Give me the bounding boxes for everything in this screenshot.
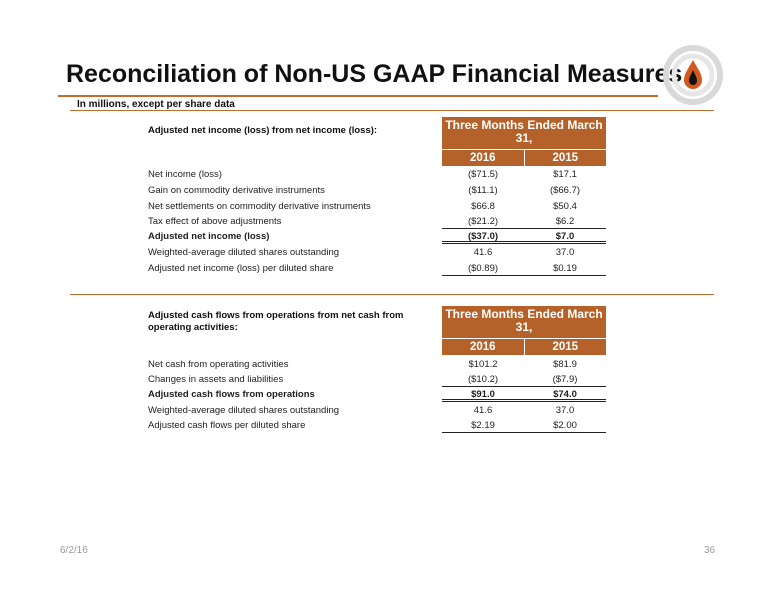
table-row [148, 387, 606, 402]
section2-label [148, 310, 403, 334]
value-2015: $6.2 [524, 214, 606, 229]
table-row [148, 418, 606, 433]
table-row [148, 199, 606, 214]
row-label: Net cash from operating activities [148, 359, 289, 370]
row-label: Adjusted cash flows per diluted share [148, 420, 306, 431]
table-row [148, 357, 606, 372]
value-2015: ($7.9) [524, 372, 606, 387]
section1-label: Adjusted net income (loss) from net income (loss): [148, 125, 378, 136]
section2-label-line1: Adjusted cash flows from operations from net cash from [148, 310, 404, 321]
value-2015: $50.4 [553, 201, 577, 212]
section2-year-2016: 2016 [442, 339, 525, 355]
value-2016: ($21.2) [442, 214, 524, 229]
value-2016: $91.0 [442, 387, 524, 402]
value-2016: ($0.89) [442, 261, 524, 276]
row-label: Gain on commodity derivative instruments [148, 185, 325, 196]
title-divider [58, 95, 658, 97]
value-2016: $66.8 [471, 201, 495, 212]
value-2015: 37.0 [555, 405, 575, 416]
table-row [148, 183, 606, 198]
table-row [148, 403, 606, 418]
section2-period-label: Three Months Ended March 31, [445, 307, 603, 334]
table-row [148, 214, 606, 229]
value-2015: $7.0 [524, 229, 606, 244]
table-row [148, 229, 606, 244]
table-row [148, 167, 606, 182]
section1-column-header [442, 117, 606, 166]
page-title: Reconciliation of Non-US GAAP Financial Measures [66, 60, 683, 88]
table-row [148, 245, 606, 260]
value-2016: 41.6 [473, 405, 493, 416]
row-label: Weighted-average diluted shares outstanding [148, 247, 340, 258]
section2-year-2015: 2015 [552, 341, 579, 353]
table-row [148, 372, 606, 387]
footer-date: 6/2/16 [60, 545, 88, 556]
section2-column-header [442, 306, 606, 355]
value-2016: ($11.1) [468, 185, 498, 196]
page-number: 36 [704, 545, 716, 556]
row-label: Net income (loss) [148, 169, 222, 180]
value-2015: $2.00 [524, 418, 606, 433]
value-2015: $17.1 [553, 169, 577, 180]
row-label: Adjusted net income (loss) per diluted share [148, 263, 334, 274]
value-2015: $0.19 [524, 261, 606, 276]
value-2016: ($71.5) [467, 169, 499, 180]
table-row [148, 261, 606, 276]
value-2016: 41.6 [473, 247, 493, 258]
row-label: Adjusted cash flows from operations [148, 389, 315, 400]
value-2015: $74.0 [524, 387, 606, 402]
section-divider [70, 294, 714, 295]
section1-period-label: Three Months Ended March 31, [445, 118, 603, 145]
section1-year-2016: 2016 [442, 150, 525, 166]
value-2016: ($10.2) [442, 372, 524, 387]
section1-year-2015: 2015 [552, 152, 579, 164]
row-label: Adjusted net income (loss) [148, 231, 270, 242]
page-subtitle: In millions, except per share data [77, 99, 235, 110]
row-label: Weighted-average diluted shares outstanding [148, 405, 340, 416]
value-2015: ($66.7) [549, 185, 581, 196]
value-2015: $81.9 [553, 359, 577, 370]
value-2016: $101.2 [468, 359, 498, 370]
subtitle-divider [70, 110, 714, 111]
value-2016: ($37.0) [442, 229, 524, 244]
row-label: Tax effect of above adjustments [148, 216, 282, 227]
value-2015: 37.0 [555, 247, 575, 258]
row-label: Net settlements on commodity derivative instruments [148, 201, 371, 212]
value-2016: $2.19 [442, 418, 524, 433]
section2-label-line2: operating activities: [148, 322, 238, 333]
row-label: Changes in assets and liabilities [148, 374, 284, 385]
oil-drop-logo-icon [662, 44, 724, 106]
